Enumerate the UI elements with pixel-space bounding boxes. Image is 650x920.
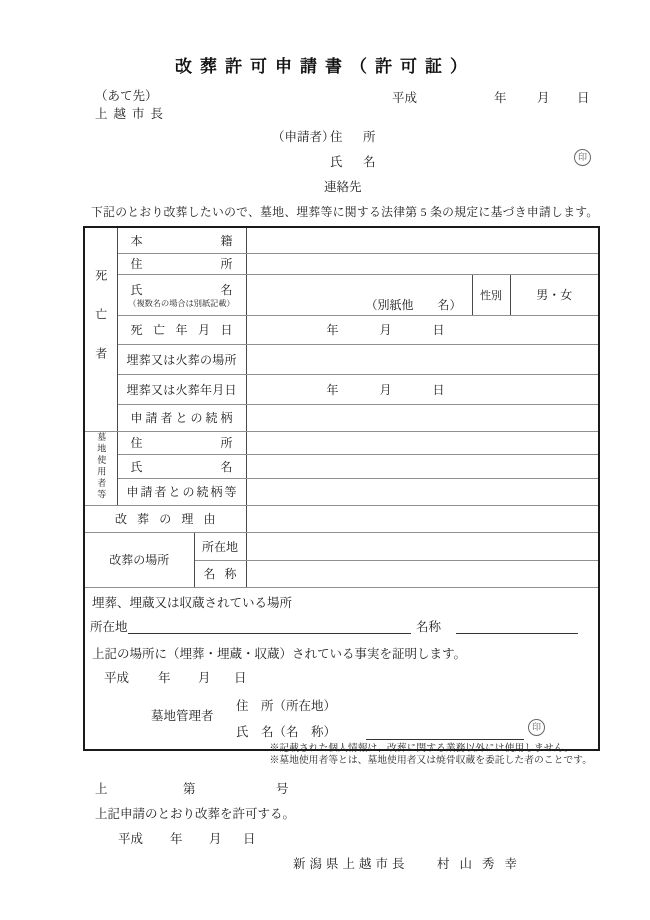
- permit-number-label: 第: [183, 782, 196, 796]
- certify-date-year: 年: [158, 670, 171, 685]
- certify-name-label: 名称: [416, 619, 442, 634]
- certify-location-label: 所在地: [90, 619, 128, 634]
- deceased-domicile-label-cell: [117, 227, 246, 253]
- burial-date-day: 日: [432, 382, 445, 397]
- reburial-location-value-cell: [246, 532, 599, 560]
- deceased-name-value-cell: [246, 274, 472, 315]
- manager-address-label: 住 所（所在地）: [236, 698, 337, 713]
- grave-user-name-label-cell: [117, 454, 246, 478]
- footnote-grave-user: ※墓地使用者等とは、墓地使用者又は焼骨収蔵を委託した者のことです。: [269, 754, 592, 766]
- seal-icon: 印: [574, 149, 591, 166]
- deceased-address-label-cell: [117, 253, 246, 274]
- burial-place-value-cell: [246, 344, 599, 374]
- approval-date-day: 日: [243, 832, 256, 846]
- burial-date-month: 月: [379, 382, 392, 397]
- grave-user-address-label-cell: [117, 431, 246, 454]
- applicant-seal-icon: [574, 148, 591, 166]
- deceased-side-label: 死亡者: [93, 268, 108, 386]
- grave-user-address-label: 住所: [130, 436, 233, 451]
- burial-place-label-cell: [117, 344, 246, 374]
- addressee-note: （あて先）: [95, 89, 158, 103]
- deceased-name-label: 氏名: [130, 282, 233, 297]
- burial-date-value-cell: [246, 374, 599, 404]
- approval-statement: 上記申請のとおり改葬を許可する。: [95, 807, 296, 821]
- grave-user-address-value-cell: [246, 431, 599, 454]
- death-date-month: 月: [379, 323, 392, 337]
- manager-seal-wrap: [528, 719, 545, 736]
- certify-name-line: [456, 617, 578, 634]
- reason-value-cell: [246, 505, 599, 532]
- application-table: [83, 226, 600, 751]
- permit-prefix: 上: [95, 782, 108, 796]
- death-date-label: 死亡年月日: [130, 323, 233, 337]
- header-date-day: 日: [577, 91, 590, 105]
- deceased-domicile-label: 本籍: [130, 233, 233, 248]
- deceased-section-label-cell: [84, 227, 117, 431]
- burial-date-label-cell: [117, 374, 246, 404]
- burial-date-year: 年: [326, 382, 339, 397]
- certify-section-cell: [84, 587, 599, 750]
- header-date-year: 年: [494, 91, 507, 105]
- certify-location-line: [128, 617, 411, 634]
- signature-office: 新潟県上越市長: [293, 857, 409, 871]
- grave-user-name-label: 氏名: [130, 459, 233, 474]
- grave-user-section-label-cell: [84, 431, 117, 505]
- footnote-privacy: ※記載された個人情報は、改葬に関する業務以外には使用しません。: [269, 743, 574, 754]
- reburial-place-label-cell: 改葬の場所: [84, 532, 194, 587]
- applicant-name-label: 氏 名: [330, 155, 380, 169]
- deceased-name-hint: （別紙他 名）: [365, 297, 462, 312]
- reburial-name-label: 名称: [203, 567, 237, 581]
- death-date-label-cell: [117, 315, 246, 344]
- intro-sentence: 下記のとおり改葬したいので、墓地、埋葬等に関する法律第 5 条の規定に基づき申請します。: [91, 205, 599, 219]
- deceased-address-label: 住所: [130, 257, 233, 271]
- contact-label: 連絡先: [324, 180, 362, 194]
- manager-name-label: 氏 名（名 称）: [236, 724, 337, 739]
- grave-user-relation-value-cell: [246, 479, 599, 505]
- reburial-location-label-cell: 所在地: [194, 532, 246, 560]
- certify-date-era: 平成: [104, 670, 130, 685]
- grave-user-relation-label-cell: [117, 479, 246, 505]
- header-date-era: 平成: [392, 91, 418, 105]
- manager-label: 墓地管理者: [151, 708, 214, 723]
- manager-name-line: [366, 723, 524, 740]
- certify-date-day: 日: [234, 670, 247, 685]
- burial-place-label: 埋葬又は火葬の場所: [126, 352, 237, 367]
- approval-date-era: 平成: [118, 832, 144, 846]
- footnotes: [269, 743, 592, 766]
- deceased-name-sublabel: （複数名の場合は別紙記載）: [128, 298, 235, 308]
- certify-heading: 埋葬、埋蔵又は収蔵されている場所: [92, 595, 293, 610]
- burial-date-label: 埋葬又は火葬年月日: [126, 382, 237, 397]
- grave-user-side-label: 墓地使用者等: [96, 431, 107, 501]
- sex-label-cell: 性別: [472, 274, 510, 315]
- death-date-year: 年: [326, 323, 339, 337]
- death-date-value-cell: [246, 315, 599, 344]
- certify-date-month: 月: [198, 670, 211, 685]
- deceased-address-value-cell: [246, 253, 599, 274]
- deceased-domicile-value-cell: [246, 227, 599, 253]
- certify-statement: 上記の場所に（埋葬・埋蔵・収蔵）されている事実を証明します。: [92, 646, 467, 661]
- approval-date-month: 月: [209, 832, 222, 846]
- reason-label: 改葬の理由: [115, 512, 216, 526]
- header-date-month: 月: [537, 91, 550, 105]
- reason-label-cell: [84, 505, 246, 532]
- approval-date-year: 年: [170, 832, 183, 846]
- sex-value-cell: 男・女: [510, 274, 599, 315]
- permit-number-suffix: 号: [276, 782, 289, 796]
- signature-name: 村山秀幸: [437, 857, 528, 871]
- seal-icon: 印: [528, 719, 545, 736]
- deceased-name-label-cell: [117, 274, 246, 315]
- addressee: 上越市長: [95, 107, 170, 121]
- reburial-name-value-cell: [246, 560, 599, 587]
- applicant-address-label: 住 所: [330, 130, 380, 144]
- grave-user-relation-label: 申請者との続柄等: [126, 485, 237, 500]
- applicant-note: （申請者）: [272, 130, 335, 144]
- page-title: 改葬許可申請書（許可証）: [175, 57, 475, 76]
- relation-value-cell: [246, 404, 599, 431]
- relation-label-cell: [117, 404, 246, 431]
- grave-user-name-value-cell: [246, 454, 599, 478]
- death-date-day: 日: [432, 323, 445, 337]
- reburial-name-label-cell: [194, 560, 246, 587]
- relation-label: 申請者との続柄: [130, 411, 233, 425]
